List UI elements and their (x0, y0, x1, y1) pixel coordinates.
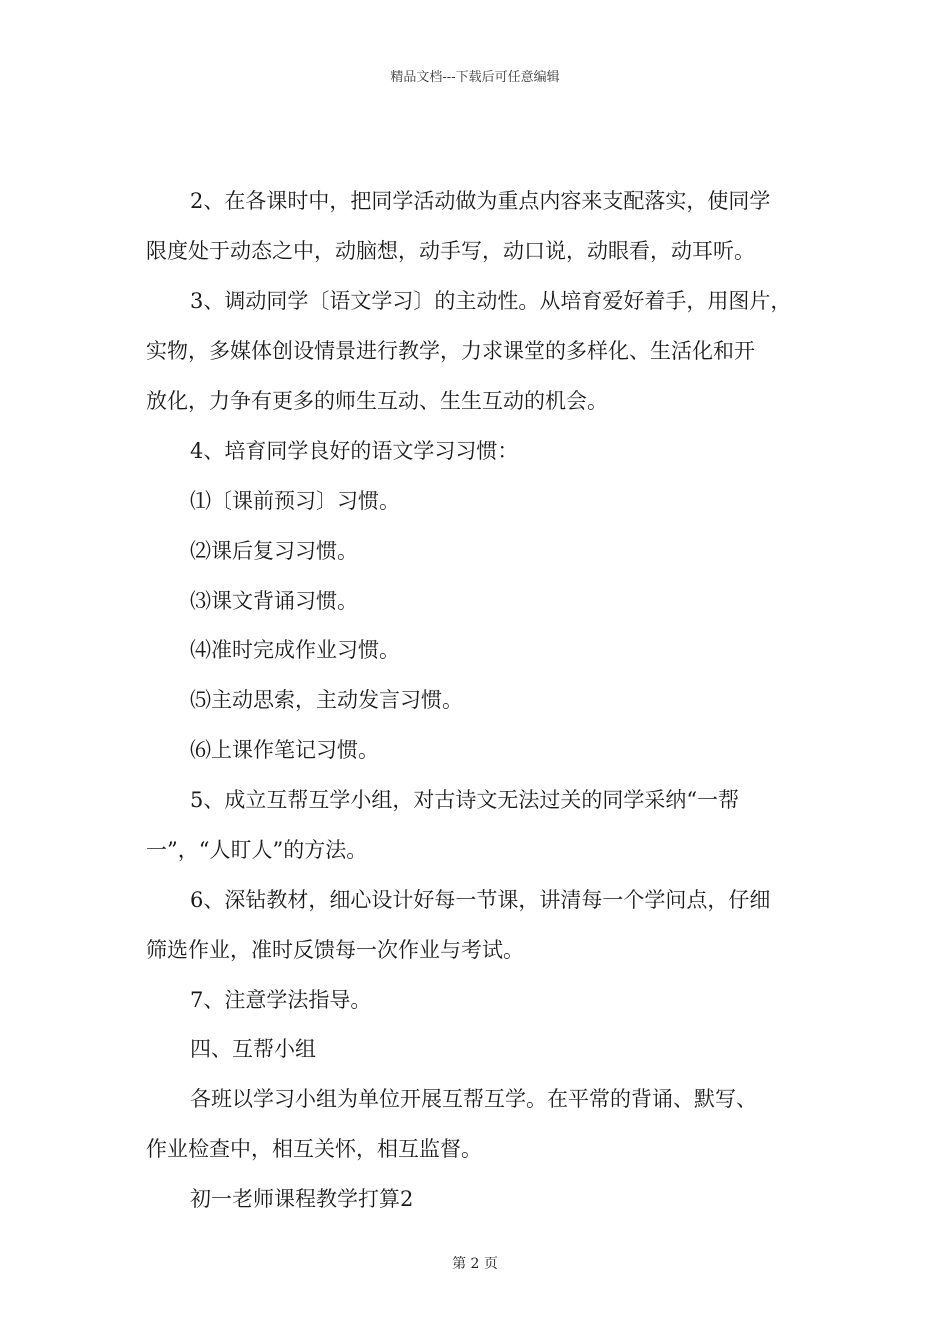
text-line: ⑷准时完成作业习惯。 (190, 638, 400, 662)
text-line: 实物，多媒体创设情景进行教学，力求课堂的多样化、生活化和开 (146, 339, 755, 363)
section-heading: 四、互帮小组 (190, 1037, 316, 1061)
text-line: 一”，“人盯人”的方法。 (146, 838, 368, 862)
text-line: 5、成立互帮互学小组，对古诗文无法过关的同学采纳“一帮 (190, 788, 740, 812)
text-line: ⑵课后复习习惯。 (190, 539, 358, 563)
page-number: 第 2 页 (452, 1256, 498, 1272)
text-line: 4、培育同学良好的语文学习习惯： (190, 439, 519, 463)
text-line: 限度处于动态之中，动脑想，动手写，动口说，动眼看，动耳听。 (146, 239, 755, 263)
section-title: 初一老师课程教学打算2 (190, 1187, 414, 1211)
text-line: ⑸主动思索，主动发言习惯。 (190, 688, 463, 712)
page-header: 精品文档---下载后可任意编辑 (390, 70, 560, 85)
text-line: ⑴〔课前预习〕习惯。 (190, 489, 400, 513)
text-line: 放化，力争有更多的师生互动、生生互动的机会。 (146, 389, 608, 413)
text-line: 作业检查中，相互关怀，相互监督。 (146, 1137, 482, 1161)
text-line: ⑹上课作笔记习惯。 (190, 738, 379, 762)
text-line: 筛选作业，准时反馈每一次作业与考试。 (146, 938, 524, 962)
text-line: 各班以学习小组为单位开展互帮互学。在平常的背诵、默写、 (190, 1087, 757, 1111)
text-line: 2、在各课时中，把同学活动做为重点内容来支配落实，使同学 (190, 189, 771, 213)
text-line: 3、调动同学〔语文学习〕的主动性。从培育爱好着手，用图片， (190, 289, 792, 313)
text-line: 7、注意学法指导。 (190, 988, 372, 1012)
text-line: 6、深钻教材，细心设计好每一节课，讲清每一个学问点，仔细 (190, 888, 771, 912)
text-line: ⑶课文背诵习惯。 (190, 589, 358, 613)
